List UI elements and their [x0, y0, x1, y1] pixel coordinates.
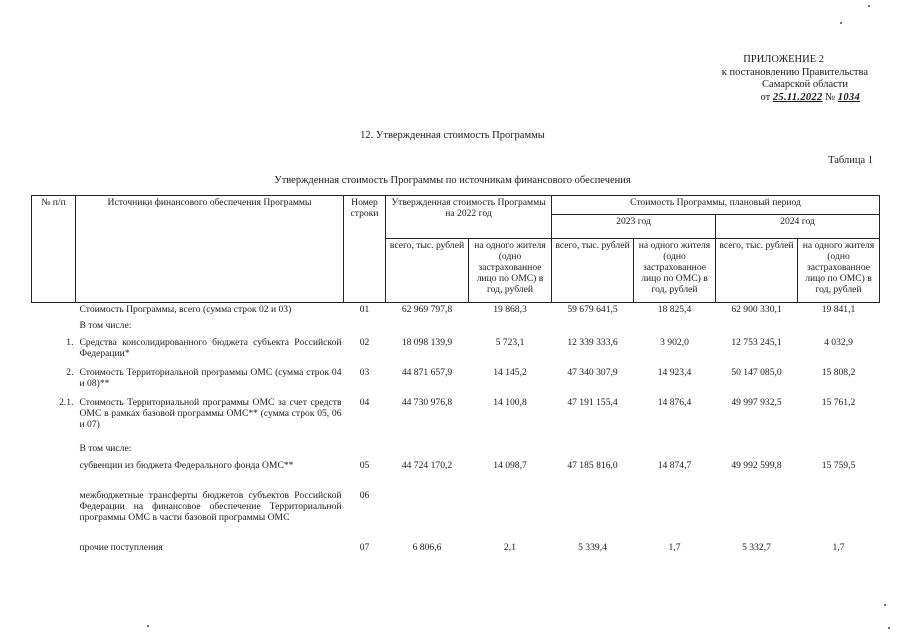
row-line-number: 01 [359, 304, 370, 315]
row-line-number [344, 442, 386, 459]
table-body [32, 303, 880, 559]
scan-speck [840, 22, 842, 24]
table-row [32, 442, 880, 459]
header-sources: Источники финансового обеспечения Программы [76, 196, 344, 303]
row-per-person-2023: 18 825,4 [657, 304, 692, 315]
row-total-2023: 59 679 641,5 [567, 304, 618, 315]
row-line-number: 02 [359, 336, 370, 348]
row-total-2023 [552, 319, 634, 336]
table-caption: Утвержденная стоимость Программы по источникам финансового обеспечения [274, 175, 631, 186]
table-row [32, 396, 880, 442]
row-per-person-2023: 3 902,0 [660, 336, 689, 348]
header-per-person-2022: на одного жителя (одно застрахованное лицо по ОМС) в год, рублей [469, 239, 552, 303]
scan-speck [868, 5, 870, 7]
row-per-person-2024: 15 761,2 [821, 396, 856, 408]
row-per-person-2022 [469, 319, 552, 336]
row-total-2023: 47 185 816,0 [567, 459, 618, 471]
row-total-2024: 5 332,7 [742, 541, 771, 553]
row-total-2023 [552, 442, 634, 459]
header-per-person-2024: на одного жителя (одно застрахованное лицо по ОМС) в год, рублей [798, 239, 880, 303]
row-total-2024 [716, 319, 798, 336]
row-per-person-2023 [634, 489, 716, 541]
table-row [32, 336, 880, 366]
row-per-person-2023: 1,7 [668, 541, 681, 553]
row-total-2024: 50 147 085,0 [731, 366, 782, 378]
row-total-2023: 12 339 333,6 [567, 336, 618, 348]
scan-speck [884, 604, 886, 606]
appendix-date-line [608, 92, 868, 105]
row-source: Средства консолидированного бюджета субъекта Российской Федерации* [79, 336, 342, 359]
handwritten-date: 25.11.2022 [772, 91, 823, 103]
table-label: Таблица 1 [828, 155, 873, 166]
row-total-2022 [386, 489, 469, 541]
row-total-2023: 5 339,4 [578, 541, 607, 553]
table-row [32, 319, 880, 336]
row-line-number: 05 [359, 459, 370, 471]
row-number: 2. [66, 366, 74, 378]
row-total-2024: 49 992 599,8 [731, 459, 782, 471]
row-per-person-2024 [798, 319, 880, 336]
date-prefix: от [760, 91, 771, 103]
row-total-2024: 62 900 330,1 [731, 304, 782, 315]
row-total-2024: 12 753 245,1 [731, 336, 782, 348]
row-per-person-2024: 15 759,5 [821, 459, 856, 471]
scan-speck [147, 625, 149, 627]
row-per-person-2024 [798, 489, 880, 541]
row-per-person-2022: 14 100,8 [493, 396, 527, 408]
row-total-2022: 44 871 657,9 [401, 366, 453, 378]
row-per-person-2022: 5 723,1 [495, 336, 525, 348]
row-per-person-2024: 1,7 [832, 541, 845, 553]
cost-table [31, 195, 880, 559]
row-total-2024 [716, 442, 798, 459]
appendix-block [608, 54, 868, 104]
row-source: прочие поступления [79, 541, 163, 553]
row-total-2022: 44 724 170,2 [401, 459, 453, 471]
row-per-person-2022: 19 868,3 [493, 304, 527, 315]
row-source: В том числе: [79, 319, 132, 331]
row-source: Стоимость Территориальной программы ОМС за счет средств ОМС в рамках базовой программы ОМС** (сумма строк 05, 06 и 07) [79, 396, 342, 430]
scan-speck [888, 627, 890, 629]
row-total-2023 [552, 489, 634, 541]
row-per-person-2024 [798, 442, 880, 459]
appendix-line-1: к постановлению Правительства [721, 66, 868, 78]
row-per-person-2022: 14 098,7 [493, 459, 527, 471]
row-per-person-2024: 15 808,2 [821, 366, 856, 378]
row-per-person-2024: 19 841,1 [821, 304, 856, 315]
row-number [32, 459, 76, 489]
row-per-person-2023 [634, 319, 716, 336]
header-line-no: Номер строки [344, 196, 386, 303]
row-source: Стоимость Территориальной программы ОМС (сумма строк 04 и 08)** [79, 366, 342, 389]
header-total-2022: всего, тыс. рублей [386, 239, 469, 303]
row-source: Стоимость Программы, всего (сумма строк 02 и 03) [79, 304, 292, 315]
row-total-2022: 6 806,6 [412, 541, 442, 553]
header-total-2024: всего, тыс. рублей [716, 239, 798, 303]
appendix-title: ПРИЛОЖЕНИЕ 2 [743, 54, 824, 65]
row-per-person-2022: 14 145,2 [493, 366, 527, 378]
row-total-2022: 62 969 797,8 [401, 304, 453, 315]
row-line-number: 03 [359, 366, 370, 378]
number-prefix: № [825, 91, 836, 103]
section-title: 12. Утвержденная стоимость Программы [360, 130, 545, 141]
table-row [32, 303, 880, 319]
row-total-2024 [716, 489, 798, 541]
header-per-person-2023: на одного жителя (одно застрахованное лицо по ОМС) в год, рублей [634, 239, 716, 303]
table-row [32, 459, 880, 489]
row-per-person-2022: 2,1 [504, 541, 516, 553]
row-total-2022 [386, 442, 469, 459]
header-year-2023: 2023 год [552, 215, 716, 239]
row-total-2022: 44 730 976,8 [401, 396, 453, 408]
handwritten-number: 1034 [837, 91, 860, 103]
row-number [32, 303, 76, 319]
row-per-person-2024: 4 032,9 [824, 336, 853, 348]
row-line-number: 07 [359, 541, 370, 553]
header-year-2024: 2024 год [716, 215, 880, 239]
row-source: субвенции из бюджета Федерального фонда ОМС** [79, 459, 294, 471]
row-total-2022 [386, 319, 469, 336]
appendix-line-2: Самарской области [762, 79, 848, 90]
header-approved-2022: Утвержденная стоимость Программы на 2022 год [386, 196, 552, 239]
row-source: межбюджетные трансферты бюджетов субъектов Российской Федерации на финансовое обеспечение Территориальной программы ОМС в части базовой программы ОМС [79, 489, 342, 523]
row-total-2023: 47 191 155,4 [567, 396, 618, 408]
row-number: 2.1. [59, 396, 74, 408]
row-number [32, 541, 76, 559]
row-per-person-2023: 14 876,4 [657, 396, 692, 408]
row-number [32, 442, 76, 459]
header-total-2023: всего, тыс. рублей [552, 239, 634, 303]
row-per-person-2022 [469, 442, 552, 459]
header-no: № п/п [32, 196, 76, 303]
row-number [32, 319, 76, 336]
row-number [32, 489, 76, 541]
row-per-person-2023: 14 874,7 [657, 459, 692, 471]
table-row [32, 489, 880, 541]
row-per-person-2023 [634, 442, 716, 459]
row-source: В том числе: [79, 442, 132, 454]
table-row [32, 366, 880, 396]
row-per-person-2022 [469, 489, 552, 541]
header-planned-period: Стоимость Программы, плановый период [552, 196, 880, 215]
row-line-number: 04 [359, 396, 370, 408]
row-per-person-2023: 14 923,4 [657, 366, 692, 378]
row-number: 1. [66, 336, 74, 348]
table-row [32, 541, 880, 559]
row-total-2022: 18 098 139,9 [401, 336, 453, 348]
row-total-2024: 49 997 932,5 [731, 396, 782, 408]
row-total-2023: 47 340 307,9 [567, 366, 618, 378]
row-line-number [344, 319, 386, 336]
row-line-number: 06 [359, 489, 370, 501]
